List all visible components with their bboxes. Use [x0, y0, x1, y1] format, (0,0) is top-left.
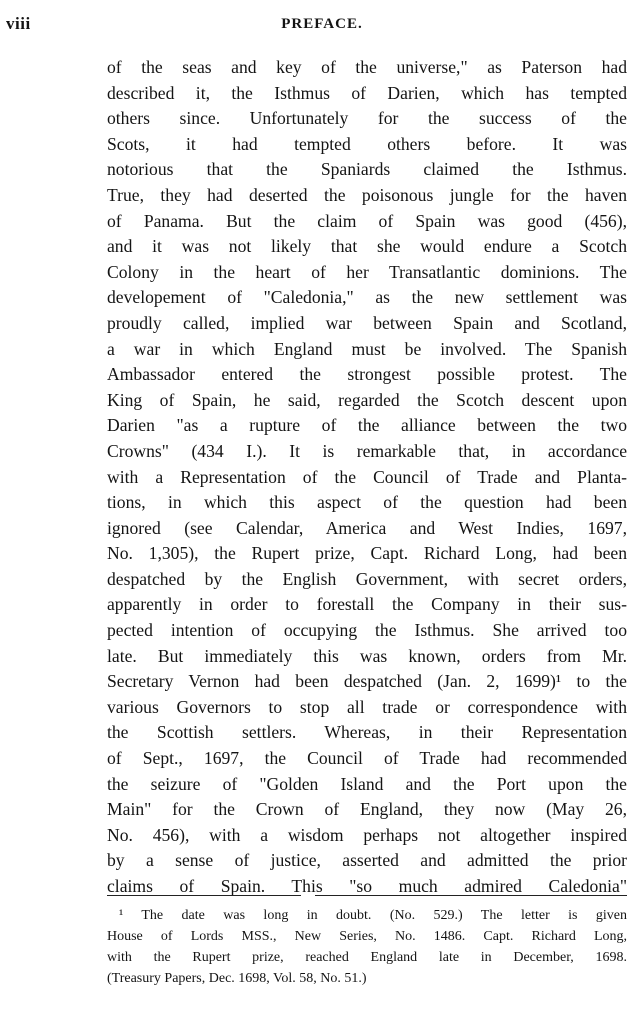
body-line: by a sense of justice, asserted and admitted the prior: [107, 850, 627, 871]
page-number: viii: [6, 14, 31, 33]
body-line: various Governors to stop all trade or correspondence with: [107, 696, 627, 717]
body-line: Scots, it had tempted others before. It was: [107, 133, 627, 154]
body-text: [107, 55, 627, 900]
footnote-line: House of Lords MSS., New Series, No. 1486. Capt. Richard Long,: [107, 929, 627, 944]
body-line: proudly called, implied war between Spain and Scotland,: [107, 312, 627, 333]
running-head: PREFACE.: [281, 16, 363, 32]
body-line: apparently in order to forestall the Company in their sus-: [107, 594, 627, 615]
body-line: late. But immediately this was known, orders from Mr.: [107, 645, 627, 666]
body-line: Ambassador entered the strongest possible protest. The: [107, 364, 627, 385]
footnote-rule-left: [107, 895, 301, 896]
footnote: [107, 905, 627, 989]
body-line: Secretary Vernon had been despatched (Jan. 2, 1699)¹ to the: [107, 671, 627, 692]
body-line: of Sept., 1697, the Council of Trade had recommended: [107, 748, 627, 769]
footnote-line: with the Rupert prize, reached England late in December, 1698.: [107, 950, 627, 965]
body-line: a war in which England must be involved. The Spanish: [107, 338, 627, 359]
body-line: developement of "Caledonia," as the new settlement was: [107, 287, 627, 308]
footnote-line: (Treasury Papers, Dec. 1698, Vol. 58, No. 51.): [107, 971, 367, 986]
body-line: No. 456), with a wisdom perhaps not altogether inspired: [107, 824, 627, 845]
body-line: the seizure of "Golden Island and the Port upon the: [107, 773, 627, 794]
body-line: others since. Unfortunately for the success of the: [107, 108, 627, 129]
body-line: Crowns" (434 I.). It is remarkable that, in accordance: [107, 440, 627, 461]
body-line: the Scottish settlers. Whereas, in their Representation: [107, 722, 627, 743]
body-line: described it, the Isthmus of Darien, which has tempted: [107, 82, 627, 103]
body-line: of Panama. But the claim of Spain was good (456),: [107, 210, 627, 231]
body-line: of the seas and key of the universe," as Paterson had: [107, 57, 627, 77]
body-line: No. 1,305), the Rupert prize, Capt. Richard Long, had been: [107, 543, 627, 564]
body-line: with a Representation of the Council of Trade and Planta-: [107, 466, 627, 487]
body-line: ignored (see Calendar, America and West Indies, 1697,: [107, 517, 627, 538]
body-line: Colony in the heart of her Transatlantic dominions. The: [107, 261, 627, 282]
body-line: and it was not likely that she would endure a Scotch: [107, 236, 627, 257]
footnote-line: ¹ The date was long in doubt. (No. 529.) The letter is given: [119, 908, 627, 923]
body-line: pected intention of occupying the Isthmus. She arrived too: [107, 620, 627, 641]
body-line: Darien "as a rupture of the alliance between the two: [107, 415, 627, 436]
body-line: True, they had deserted the poisonous jungle for the haven: [107, 184, 627, 205]
body-line: claims of Spain. This "so much admired Caledonia": [107, 876, 627, 896]
body-line: despatched by the English Government, with secret orders,: [107, 568, 627, 589]
body-line: Main" for the Crown of England, they now (May 26,: [107, 799, 627, 820]
body-line: King of Spain, he said, regarded the Scotch descent upon: [107, 389, 627, 410]
body-line: tions, in which this aspect of the question had been: [107, 492, 627, 513]
footnote-rule-right: [315, 895, 627, 896]
body-line: notorious that the Spaniards claimed the Isthmus.: [107, 159, 627, 180]
